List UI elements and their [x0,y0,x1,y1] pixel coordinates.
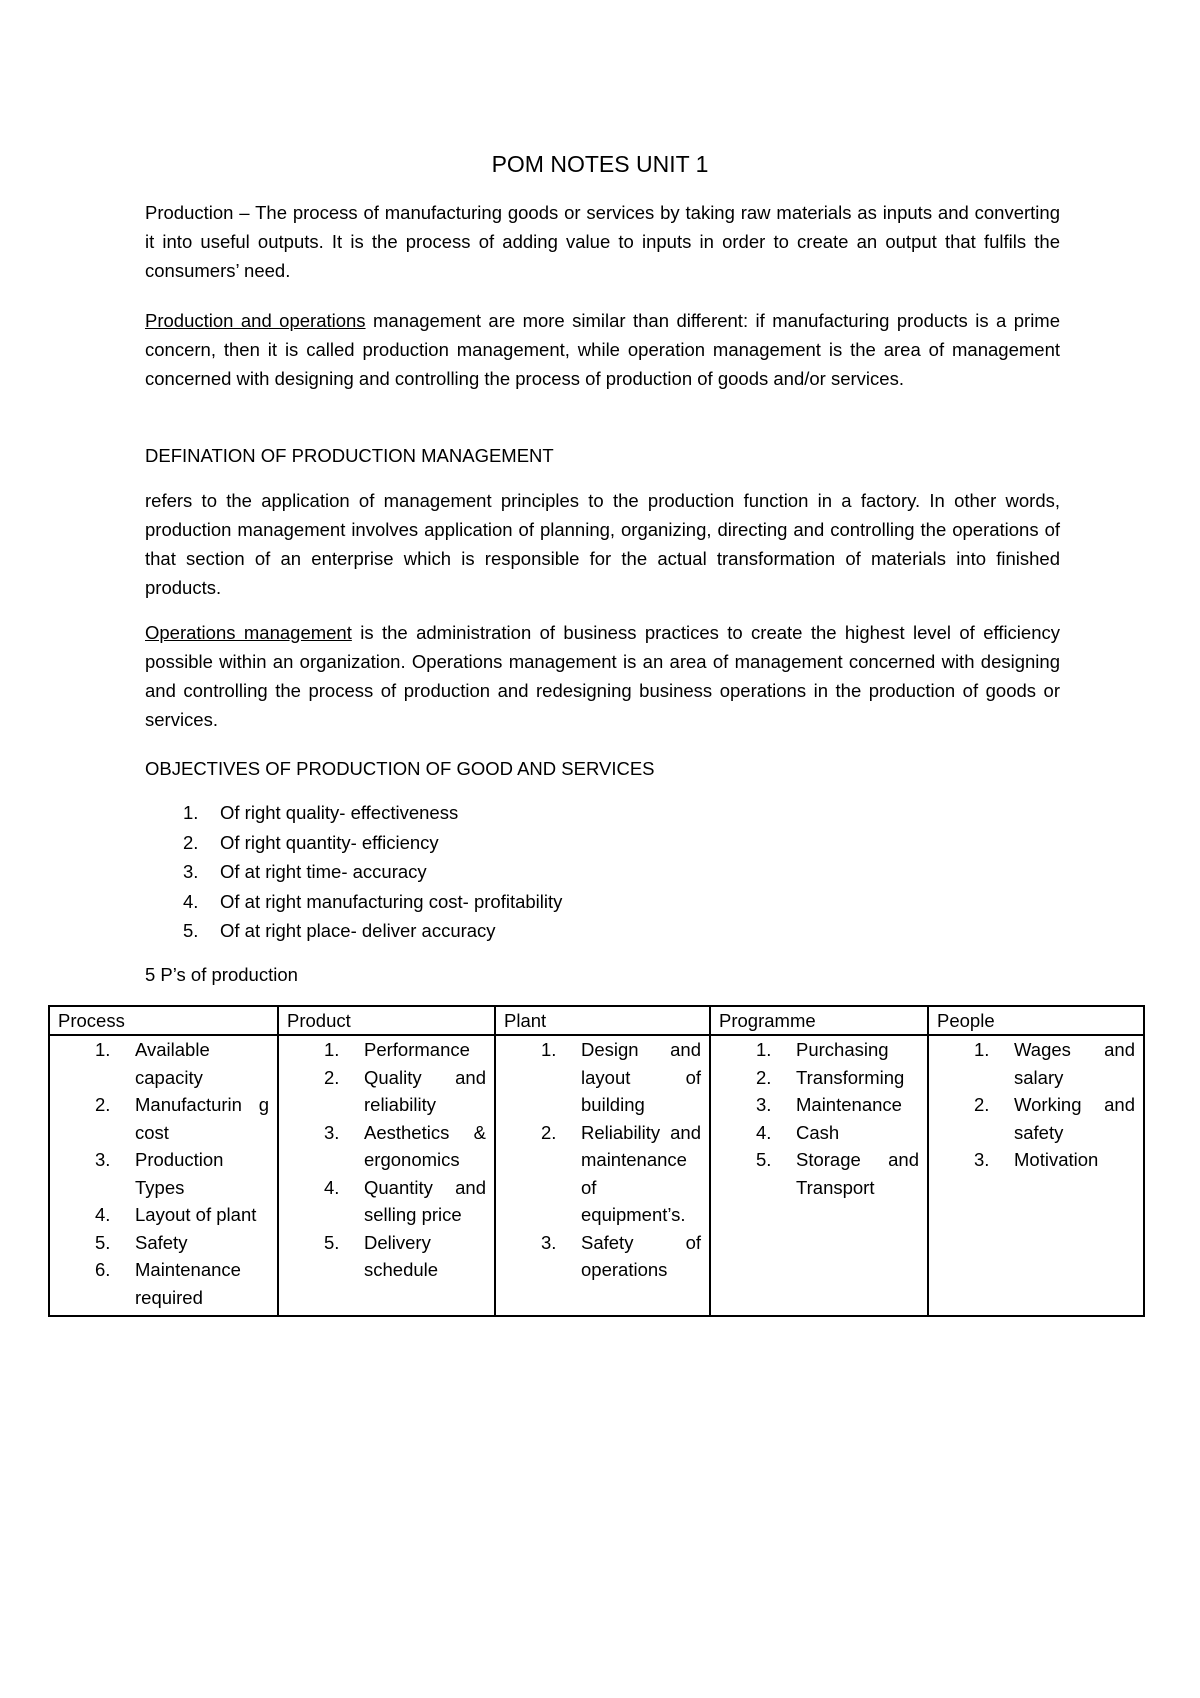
list-number: 5. [324,1231,340,1253]
list-number: 5. [756,1149,772,1170]
list-number: 1. [756,1039,772,1060]
process-list [58,1036,269,1311]
list-number: 2. [95,1094,111,1115]
list-number: 3. [756,1094,772,1115]
list-item [287,1036,486,1064]
pom-paragraph-lead: Production and operations [145,310,366,331]
list-item [145,916,562,946]
list-item [719,1119,919,1147]
list-text: Safety of operations [581,1231,701,1280]
pom-paragraph-text: management are more similar than different: if manufacturing products is a prime concern, then it is called production management, while operation management is the area of management concerned with designing and controlling the process of production of goods and/or services. [145,310,1060,389]
list-number: 2. [324,1066,340,1088]
list-text: Performance [364,1039,470,1060]
list-text: Quantity and selling price [364,1176,486,1225]
list-text: Maintenance [796,1094,902,1115]
list-text: Layout of plant [135,1204,257,1225]
product-cell [278,1035,495,1316]
list-item [719,1064,919,1092]
list-text: Of at right time- accuracy [220,861,427,882]
list-text: Aesthetics & ergonomics [364,1121,486,1170]
list-text: Design and layout of building [581,1039,701,1115]
list-text: Of at right place- deliver accuracy [220,920,496,941]
plant-cell [495,1035,710,1316]
list-item [58,1091,269,1146]
list-item [504,1119,701,1229]
list-number: 1. [95,1039,111,1060]
five-ps-table [48,1005,1145,1317]
definition-paragraph: refers to the application of management principles to the production function in a factory. In other words, production management involves application of planning, organizing, directing and controlling the operations of that section of an enterprise which is responsible for the actual transformation of materials into finished products. [145,490,1060,598]
list-number: 1. [974,1039,990,1060]
list-item [287,1229,486,1284]
list-item [287,1174,486,1229]
list-number: 5. [183,920,199,941]
pom-paragraph [145,306,1060,393]
list-text: Delivery schedule [364,1231,439,1280]
list-text: Transforming [796,1066,905,1088]
table-row [49,1035,1144,1316]
definition-heading: DEFINATION OF PRODUCTION MANAGEMENT [145,445,554,466]
list-text: Quality and reliability [364,1066,486,1115]
plant-list [504,1036,701,1284]
list-text: Of at right manufacturing cost- profitability [220,890,563,912]
list-text: Of right quality- effectiveness [220,802,459,823]
list-number: 1. [183,802,199,823]
list-item [937,1091,1135,1146]
list-text: Motivation [1014,1149,1099,1170]
list-number: 2. [974,1094,990,1115]
page-title: POM NOTES UNIT 1 [491,151,709,177]
list-text: Of right quantity- efficiency [220,831,439,853]
list-item [504,1036,701,1119]
list-text: Available capacity [135,1039,210,1088]
header-process: Process [49,1006,278,1035]
list-number: 3. [541,1231,557,1253]
list-number: 3. [324,1121,340,1143]
list-number: 4. [95,1204,111,1225]
list-item [287,1064,486,1119]
list-item [719,1146,919,1201]
list-number: 6. [95,1259,111,1280]
list-number: 3. [95,1149,111,1170]
list-item [719,1091,919,1119]
list-text: Working and safety [1014,1094,1135,1143]
table-header-row [49,1006,1144,1035]
list-number: 1. [324,1039,340,1060]
list-item [58,1256,269,1311]
programme-cell [710,1035,928,1316]
list-item [719,1036,919,1064]
list-item [58,1229,269,1257]
list-item [145,887,562,917]
list-text: Wages and salary [1014,1039,1135,1088]
list-item [937,1146,1135,1174]
list-number: 3. [974,1149,990,1170]
product-list [287,1036,486,1284]
list-item [145,857,562,887]
list-number: 2. [183,831,199,853]
list-item [145,828,562,858]
production-paragraph: Production – The process of manufacturing goods or services by taking raw materials as inputs and converting it into useful outputs. It is the process of adding value to inputs in order to create an output that fulfils the consumers’ need. [145,202,1060,281]
list-text: Safety [135,1231,188,1253]
people-cell [928,1035,1144,1316]
header-product: Product [278,1006,495,1035]
header-programme: Programme [710,1006,928,1035]
list-text: Cash [796,1121,840,1143]
list-text: Maintenance required [135,1259,241,1308]
list-item [58,1146,269,1201]
list-item [504,1229,701,1284]
operations-paragraph-lead: Operations management [145,622,352,643]
operations-paragraph-text: is the administration of business practices to create the highest level of efficiency possible within an organization. Operations management is an area of management concerned with designing and controlling the process of production and redesigning business operations in the production of goods or services. [145,622,1060,730]
list-text: Reliability and maintenance of equipment’s. [581,1121,701,1225]
header-plant: Plant [495,1006,710,1035]
people-list [937,1036,1135,1174]
list-number: 5. [95,1231,111,1253]
list-item [937,1036,1135,1091]
objectives-heading: OBJECTIVES OF PRODUCTION OF GOOD AND SERVICES [145,758,655,779]
list-item [287,1119,486,1174]
list-number: 1. [541,1039,557,1060]
operations-paragraph [145,618,1060,734]
list-number: 4. [183,890,199,912]
list-number: 2. [541,1121,557,1143]
list-text: Manufacturin g cost [135,1094,269,1143]
list-number: 3. [183,861,199,882]
list-text: Purchasing [796,1039,889,1060]
list-number: 4. [756,1121,772,1143]
list-text: Production Types [135,1149,224,1198]
list-text: Storage and Transport [796,1149,919,1198]
header-people: People [928,1006,1144,1035]
programme-list [719,1036,919,1201]
process-cell [49,1035,278,1316]
list-item [58,1201,269,1229]
list-item [58,1036,269,1091]
list-number: 2. [756,1066,772,1088]
list-number: 4. [324,1176,340,1198]
objectives-list [145,798,562,946]
list-item [145,798,562,828]
five-ps-heading: 5 P’s of production [145,964,298,985]
